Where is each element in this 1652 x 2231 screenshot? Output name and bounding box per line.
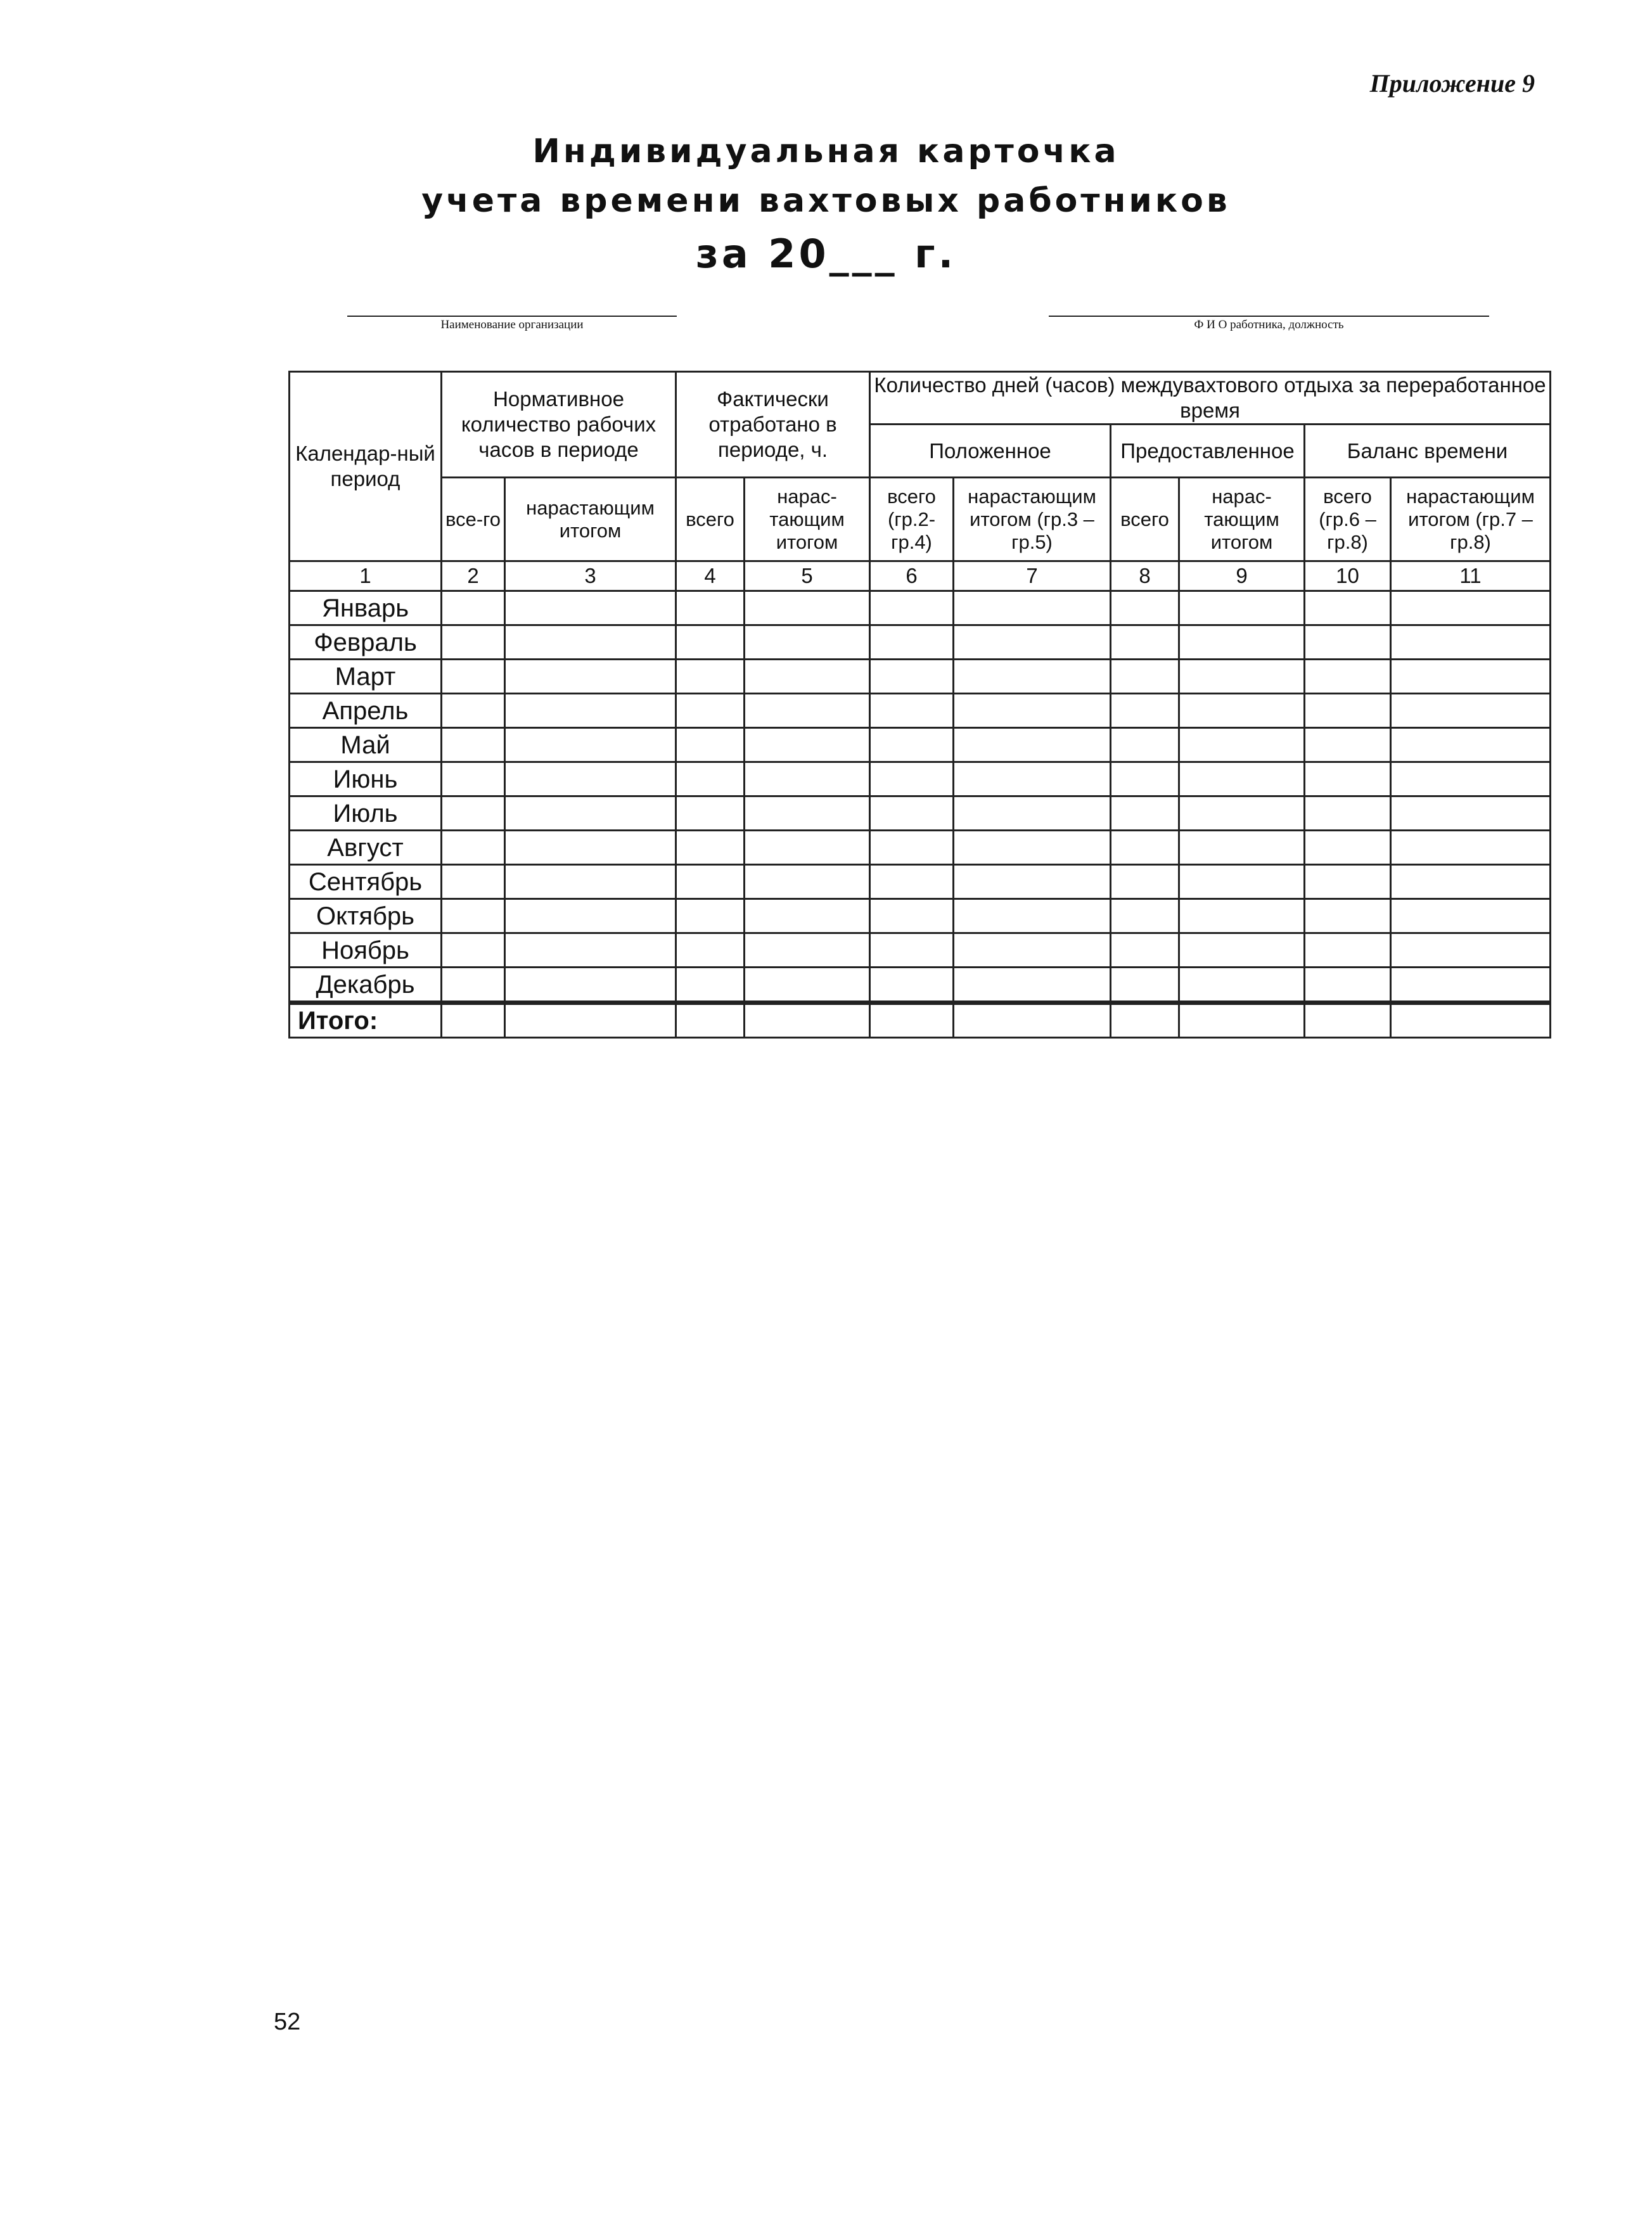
entry-cell[interactable]: [1391, 591, 1551, 625]
entry-cell[interactable]: [676, 591, 745, 625]
entry-cell[interactable]: [1305, 625, 1391, 660]
entry-cell[interactable]: [1305, 728, 1391, 762]
entry-cell[interactable]: [954, 694, 1111, 728]
entry-cell[interactable]: [954, 865, 1111, 899]
total-cell[interactable]: [1305, 1003, 1391, 1038]
entry-cell[interactable]: [1111, 831, 1179, 865]
entry-cell[interactable]: [745, 728, 870, 762]
table-row: [290, 899, 1551, 933]
entry-cell[interactable]: [505, 899, 676, 933]
entry-cell[interactable]: [442, 591, 505, 625]
entry-cell[interactable]: [954, 762, 1111, 796]
month-label: Май: [290, 728, 442, 762]
entry-cell[interactable]: [870, 865, 954, 899]
entry-cell[interactable]: [505, 933, 676, 968]
entry-cell[interactable]: [505, 762, 676, 796]
subheader-col-4: всего: [676, 478, 745, 561]
entry-cell[interactable]: [1391, 899, 1551, 933]
column-number: 11: [1391, 561, 1551, 591]
entry-cell[interactable]: [870, 728, 954, 762]
entry-cell[interactable]: [1305, 660, 1391, 694]
entry-cell[interactable]: [954, 660, 1111, 694]
entry-cell[interactable]: [1391, 625, 1551, 660]
entry-cell[interactable]: [954, 728, 1111, 762]
entry-cell[interactable]: [442, 762, 505, 796]
column-number: 9: [1179, 561, 1305, 591]
entry-cell[interactable]: [505, 728, 676, 762]
entry-cell[interactable]: [676, 899, 745, 933]
entry-cell[interactable]: [676, 865, 745, 899]
header-period: Календар-ный период: [290, 372, 442, 561]
total-cell[interactable]: [505, 1003, 676, 1038]
entry-cell[interactable]: [442, 831, 505, 865]
entry-cell[interactable]: [1179, 796, 1305, 831]
entry-cell[interactable]: [1179, 591, 1305, 625]
entry-cell[interactable]: [1305, 762, 1391, 796]
subheader-col-3: нарастающим итогом: [505, 478, 676, 561]
entry-cell[interactable]: [1111, 625, 1179, 660]
entry-cell[interactable]: [1111, 591, 1179, 625]
entry-cell[interactable]: [1179, 694, 1305, 728]
entry-cell[interactable]: [745, 694, 870, 728]
column-number: 1: [290, 561, 442, 591]
month-label: Апрель: [290, 694, 442, 728]
entry-cell[interactable]: [1391, 796, 1551, 831]
entry-cell[interactable]: [1391, 831, 1551, 865]
header-given: Предоставленное: [1111, 425, 1305, 478]
entry-cell[interactable]: [1179, 762, 1305, 796]
column-number: 10: [1305, 561, 1391, 591]
total-label: Итого:: [290, 1003, 442, 1038]
document-title: [0, 127, 1652, 283]
table-body: [290, 561, 1551, 1038]
column-number: 2: [442, 561, 505, 591]
entry-cell[interactable]: [1179, 625, 1305, 660]
entry-cell[interactable]: [442, 968, 505, 1003]
header-normative-hours: Нормативное количество рабочих часов в периоде: [442, 372, 676, 478]
worker-caption: Ф И О работника, должность: [1049, 316, 1489, 332]
title-line-2: учета времени вахтовых работников: [421, 182, 1231, 220]
entry-cell[interactable]: [1179, 831, 1305, 865]
entry-cell[interactable]: [1179, 865, 1305, 899]
entry-cell[interactable]: [1179, 728, 1305, 762]
entry-cell[interactable]: [676, 831, 745, 865]
column-number-row: [290, 561, 1551, 591]
entry-cell[interactable]: [1391, 728, 1551, 762]
entry-cell[interactable]: [870, 625, 954, 660]
subheader-col-9: нарас-тающим итогом: [1179, 478, 1305, 561]
entry-cell[interactable]: [442, 865, 505, 899]
entry-cell[interactable]: [745, 865, 870, 899]
appendix-label: Приложение 9: [1369, 69, 1535, 98]
title-line-3: за 20___ г.: [695, 231, 957, 277]
table-row: [290, 933, 1551, 968]
entry-cell[interactable]: [1391, 933, 1551, 968]
month-label: Февраль: [290, 625, 442, 660]
entry-cell[interactable]: [505, 694, 676, 728]
entry-cell[interactable]: [676, 933, 745, 968]
entry-cell[interactable]: [1179, 660, 1305, 694]
entry-cell[interactable]: [442, 625, 505, 660]
entry-cell[interactable]: [1111, 694, 1179, 728]
entry-cell[interactable]: [1305, 831, 1391, 865]
table-row: [290, 831, 1551, 865]
month-label: Март: [290, 660, 442, 694]
entry-cell[interactable]: [1391, 865, 1551, 899]
month-label: Ноябрь: [290, 933, 442, 968]
entry-cell[interactable]: [745, 591, 870, 625]
entry-cell[interactable]: [505, 625, 676, 660]
total-cell[interactable]: [1111, 1003, 1179, 1038]
entry-cell[interactable]: [1111, 968, 1179, 1003]
entry-cell[interactable]: [676, 762, 745, 796]
entry-cell[interactable]: [676, 694, 745, 728]
entry-cell[interactable]: [442, 660, 505, 694]
entry-cell[interactable]: [1111, 933, 1179, 968]
entry-cell[interactable]: [505, 796, 676, 831]
header-rest-days: Количество дней (часов) междувахтового отдыха за переработанное время: [870, 372, 1551, 425]
entry-cell[interactable]: [1391, 694, 1551, 728]
entry-cell[interactable]: [442, 796, 505, 831]
entry-cell[interactable]: [1305, 968, 1391, 1003]
entry-cell[interactable]: [1111, 796, 1179, 831]
month-label: Декабрь: [290, 968, 442, 1003]
month-label: Август: [290, 831, 442, 865]
entry-cell[interactable]: [954, 933, 1111, 968]
total-cell[interactable]: [954, 1003, 1111, 1038]
table-row: [290, 762, 1551, 796]
header-balance: Баланс времени: [1305, 425, 1551, 478]
subheader-col-7: нарастающим итогом (гр.3 – гр.5): [954, 478, 1111, 561]
entry-cell[interactable]: [954, 899, 1111, 933]
subheader-col-2: все-го: [442, 478, 505, 561]
entry-cell[interactable]: [870, 899, 954, 933]
entry-cell[interactable]: [1391, 968, 1551, 1003]
entry-cell[interactable]: [442, 933, 505, 968]
total-cell[interactable]: [1391, 1003, 1551, 1038]
entry-cell[interactable]: [1305, 694, 1391, 728]
entry-cell[interactable]: [1111, 762, 1179, 796]
entry-cell[interactable]: [1305, 899, 1391, 933]
entry-cell[interactable]: [676, 625, 745, 660]
entry-cell[interactable]: [954, 831, 1111, 865]
entry-cell[interactable]: [745, 831, 870, 865]
total-cell[interactable]: [1179, 1003, 1305, 1038]
entry-cell[interactable]: [870, 694, 954, 728]
entry-cell[interactable]: [1305, 591, 1391, 625]
table-row: [290, 660, 1551, 694]
entry-cell[interactable]: [745, 660, 870, 694]
column-number: 7: [954, 561, 1111, 591]
entry-cell[interactable]: [676, 728, 745, 762]
entry-cell[interactable]: [870, 591, 954, 625]
organization-caption: Наименование организации: [347, 316, 677, 332]
title-line-1: Индивидуальная карточка: [532, 132, 1120, 170]
entry-cell[interactable]: [1111, 865, 1179, 899]
total-cell[interactable]: [870, 1003, 954, 1038]
column-number: 3: [505, 561, 676, 591]
entry-cell[interactable]: [1179, 899, 1305, 933]
subheader-col-10: всего (гр.6 – гр.8): [1305, 478, 1391, 561]
month-label: Октябрь: [290, 899, 442, 933]
month-label: Январь: [290, 591, 442, 625]
header-due: Положенное: [870, 425, 1111, 478]
table-row: [290, 728, 1551, 762]
header-actual-hours: Фактически отработано в периоде, ч.: [676, 372, 870, 478]
entry-cell[interactable]: [870, 831, 954, 865]
subheader-col-6: всего (гр.2-гр.4): [870, 478, 954, 561]
entry-cell[interactable]: [676, 796, 745, 831]
entry-cell[interactable]: [870, 933, 954, 968]
entry-cell[interactable]: [442, 694, 505, 728]
column-number: 6: [870, 561, 954, 591]
table-row: [290, 968, 1551, 1003]
entry-cell[interactable]: [954, 796, 1111, 831]
entry-cell[interactable]: [505, 591, 676, 625]
subheader-col-8: всего: [1111, 478, 1179, 561]
entry-cell[interactable]: [1305, 796, 1391, 831]
column-number: 4: [676, 561, 745, 591]
entry-cell[interactable]: [870, 968, 954, 1003]
entry-cell[interactable]: [505, 865, 676, 899]
table-row: [290, 694, 1551, 728]
time-record-table: [288, 371, 1551, 1039]
entry-cell[interactable]: [745, 968, 870, 1003]
entry-cell[interactable]: [870, 796, 954, 831]
month-label: Сентябрь: [290, 865, 442, 899]
subheader-col-11: нарастающим итогом (гр.7 – гр.8): [1391, 478, 1551, 561]
column-number: 8: [1111, 561, 1179, 591]
subheader-col-5: нарас-тающим итогом: [745, 478, 870, 561]
entry-cell[interactable]: [745, 933, 870, 968]
entry-cell[interactable]: [1391, 660, 1551, 694]
total-row: [290, 1003, 1551, 1038]
table-row: [290, 796, 1551, 831]
entry-cell[interactable]: [1305, 933, 1391, 968]
month-label: Июль: [290, 796, 442, 831]
total-cell[interactable]: [676, 1003, 745, 1038]
entry-cell[interactable]: [676, 968, 745, 1003]
total-cell[interactable]: [745, 1003, 870, 1038]
month-label: Июнь: [290, 762, 442, 796]
entry-cell[interactable]: [1179, 933, 1305, 968]
entry-cell[interactable]: [1305, 865, 1391, 899]
entry-cell[interactable]: [676, 660, 745, 694]
entry-cell[interactable]: [1111, 728, 1179, 762]
table-row: [290, 865, 1551, 899]
total-cell[interactable]: [442, 1003, 505, 1038]
entry-cell[interactable]: [505, 831, 676, 865]
entry-cell[interactable]: [954, 591, 1111, 625]
entry-cell[interactable]: [505, 660, 676, 694]
entry-cell[interactable]: [745, 899, 870, 933]
entry-cell[interactable]: [745, 625, 870, 660]
entry-cell[interactable]: [442, 728, 505, 762]
entry-cell[interactable]: [1111, 660, 1179, 694]
entry-cell[interactable]: [870, 762, 954, 796]
entry-cell[interactable]: [954, 625, 1111, 660]
table-row: [290, 591, 1551, 625]
entry-cell[interactable]: [870, 660, 954, 694]
entry-cell[interactable]: [442, 899, 505, 933]
table-row: [290, 625, 1551, 660]
entry-cell[interactable]: [1111, 899, 1179, 933]
entry-cell[interactable]: [1391, 762, 1551, 796]
entry-cell[interactable]: [745, 796, 870, 831]
entry-cell[interactable]: [1179, 968, 1305, 1003]
entry-cell[interactable]: [745, 762, 870, 796]
entry-cell[interactable]: [954, 968, 1111, 1003]
page-number: 52: [274, 2009, 301, 2035]
entry-cell[interactable]: [505, 968, 676, 1003]
column-number: 5: [745, 561, 870, 591]
